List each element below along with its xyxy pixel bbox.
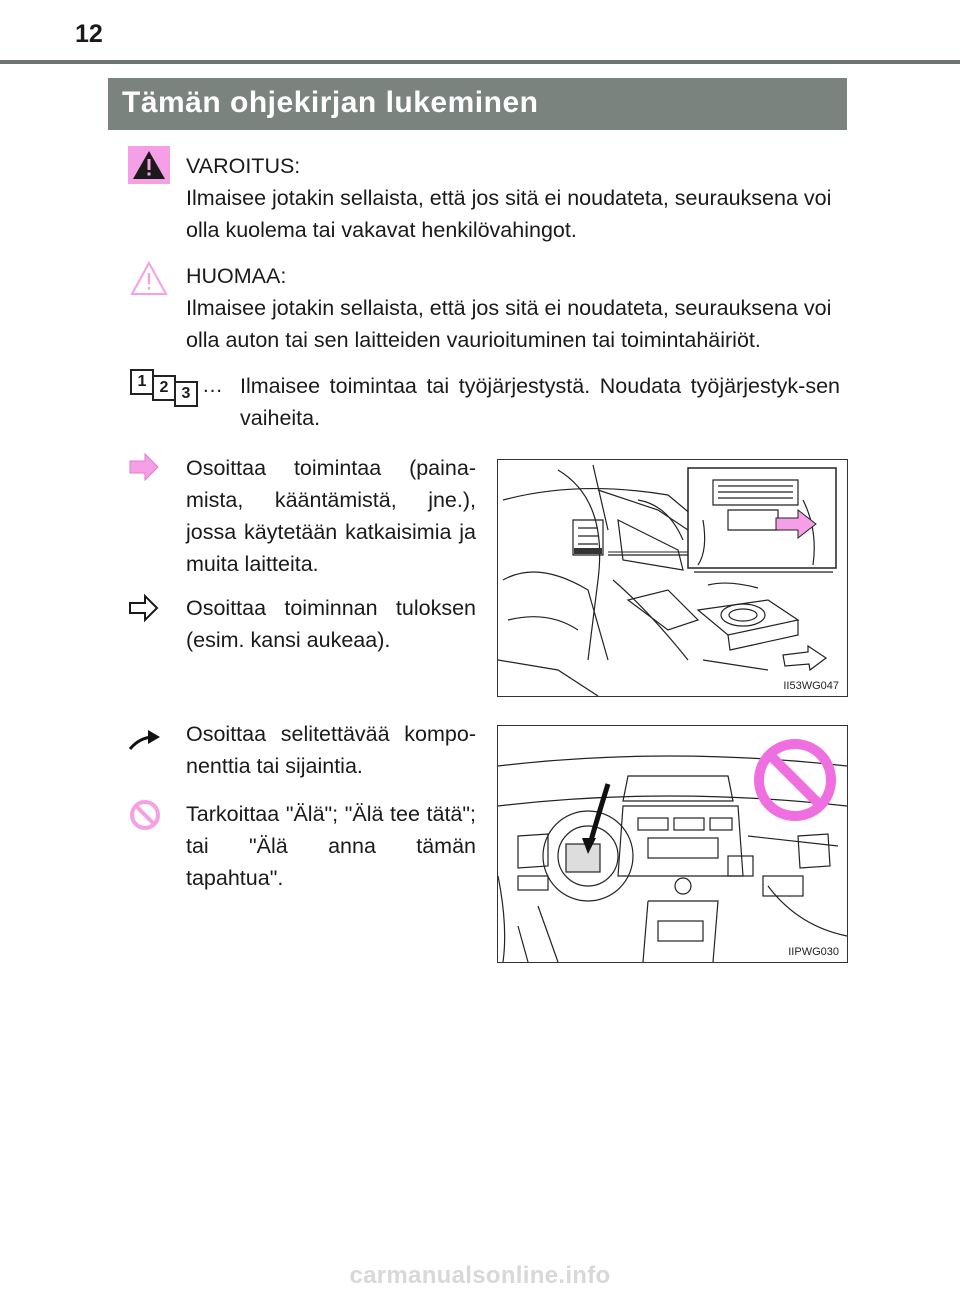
figure-cupholder — [497, 459, 848, 697]
outline-arrow-icon — [128, 593, 160, 623]
figure-code: IIPWG030 — [788, 946, 839, 958]
step-sequence-icon — [130, 369, 210, 407]
cupholder-illustration — [498, 460, 847, 696]
notice-text: Ilmaisee jotakin sellaista, että jos sitä ei noudateta, seurauksena voi olla auton tai sen laitteiden vaurioituminen tai toimintahäiriöt. — [186, 296, 832, 352]
pink-filled-arrow-icon — [128, 452, 160, 482]
figure-dashboard — [497, 725, 848, 963]
dashboard-illustration — [498, 726, 847, 962]
prohibited-text: Tarkoittaa "Älä"; "Älä tee tätä"; tai "Älä anna tämän tapahtua". — [186, 802, 476, 890]
warning-outline-triangle-icon — [128, 258, 170, 298]
warning-text: Ilmaisee jotakin sellaista, että jos sitä ei noudateta, seurauksena voi olla kuolema tai vakavat henkilövahingot. — [186, 186, 832, 242]
result-text: Osoittaa toiminnan tuloksen (esim. kansi aukeaa). — [186, 596, 476, 652]
header-rule — [0, 60, 960, 64]
page-number: 12 — [75, 20, 103, 48]
step-number: 2 — [152, 375, 176, 401]
section-title: Tämän ohjekirjan lukeminen — [122, 86, 539, 119]
warning-label: VAROITUS: — [186, 154, 301, 178]
step-number: 3 — [174, 381, 198, 407]
component-text: Osoittaa selitettävää kompo-nenttia tai sijaintia. — [186, 722, 476, 778]
step-number: 1 — [130, 369, 154, 395]
curved-pointer-arrow-icon — [126, 727, 162, 755]
notice-label: HUOMAA: — [186, 264, 287, 288]
step-ellipsis: … — [202, 374, 223, 397]
warning-filled-triangle-icon — [128, 146, 170, 184]
watermark: carmanualsonline.info — [349, 1262, 611, 1289]
steps-text: Ilmaisee toimintaa tai työjärjestystä. Noudata työjärjestyk-sen vaiheita. — [240, 374, 840, 430]
figure-code: II53WG047 — [783, 680, 839, 692]
section-title-bar — [108, 78, 847, 130]
action-text: Osoittaa toimintaa (paina-mista, kääntämistä, jne.), jossa käytetään katkaisimia ja muita laitteita. — [186, 456, 476, 576]
prohibition-icon — [128, 798, 162, 832]
